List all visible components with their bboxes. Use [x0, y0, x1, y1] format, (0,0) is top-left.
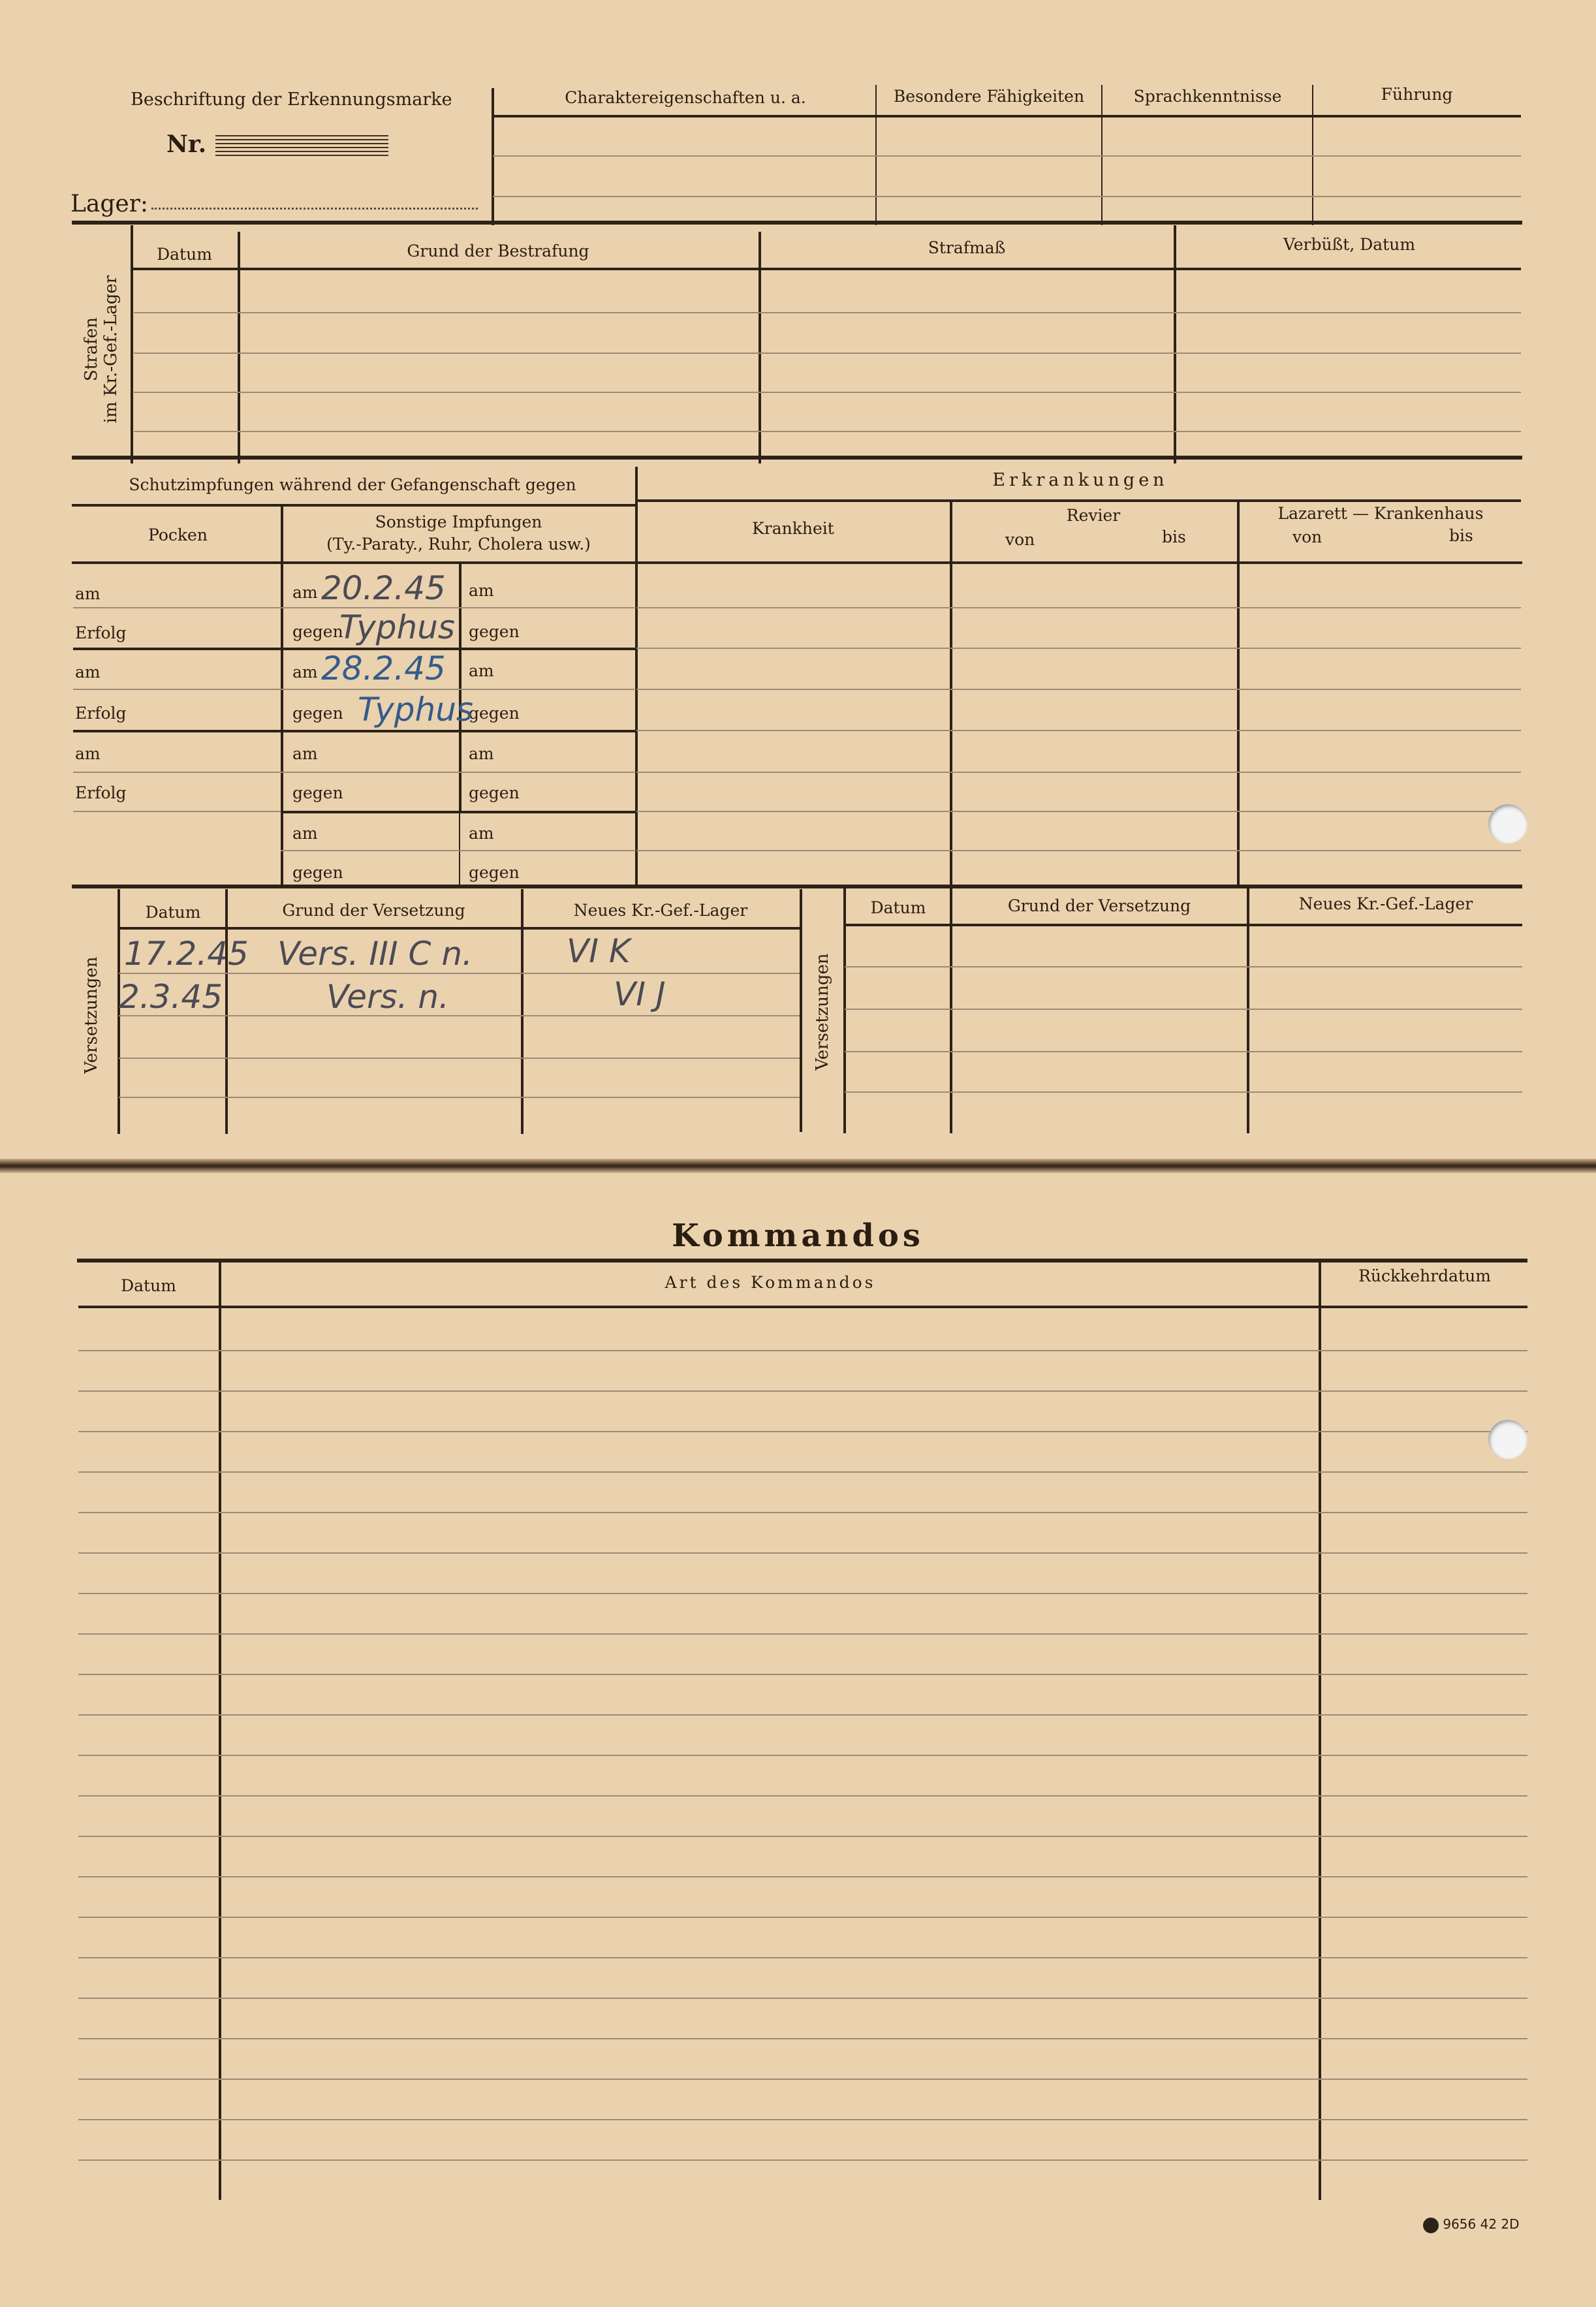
vers-header-lager-right: Neues Kr.-Gef.-Lager [1298, 894, 1473, 913]
sonstige-am-4: am [292, 824, 318, 843]
revier-von: von [1005, 530, 1035, 549]
lazarett-bis: bis [1449, 526, 1473, 545]
kommandos-header-art: Art des Kommandos [665, 1273, 876, 1292]
vers-header-lager-left: Neues Kr.-Gef.-Lager [573, 901, 748, 920]
erkrankungen-title: Erkrankungen [992, 470, 1168, 490]
lager-label: Lager: [70, 191, 149, 217]
vers-row-1-grund: Vers. III C n. [277, 935, 473, 973]
vers-header-datum-left: Datum [145, 903, 201, 922]
vers-row-1-lager: VI K [567, 932, 631, 970]
pocken-am-2: am [75, 663, 101, 682]
kommando-row-line [78, 1674, 1527, 1675]
kommando-row-line [78, 1431, 1527, 1432]
marke-label: Beschriftung der Erkennungsmarke [131, 89, 452, 110]
sonstige-am-3: am [292, 744, 318, 763]
kommando-row-line [78, 2159, 1527, 2161]
kommando-row-line [78, 2079, 1527, 2080]
hand-impf-type-2: Typhus [358, 691, 473, 729]
sonstige-am-2: am [292, 663, 318, 682]
kommando-row-line [78, 1512, 1527, 1513]
sonstige2-gegen-1: gegen [469, 622, 520, 641]
vers-row-2-grund: Vers. n. [326, 978, 450, 1016]
kommando-row-line [78, 1714, 1527, 1716]
kommando-row-line [78, 1957, 1527, 1958]
lazarett-label: Lazarett — Krankenhaus [1277, 504, 1484, 523]
header-fuehrung: Führung [1381, 85, 1453, 104]
vers-row-2-datum: 2.3.45 [119, 978, 223, 1016]
krankheit-label: Krankheit [752, 519, 834, 538]
kommando-row-line [78, 2119, 1527, 2120]
kommando-row-line [78, 2038, 1527, 2039]
pocken-erfolg-3: Erfolg [75, 783, 127, 802]
kommando-row-line [78, 1836, 1527, 1837]
revier-bis: bis [1162, 527, 1186, 546]
sonstige-gegen-1: gegen [292, 622, 343, 641]
pocken-am-3: am [75, 744, 101, 763]
nr-field[interactable] [215, 133, 388, 156]
strafen-side-label: Strafen im Kr.-Gef.-Lager [82, 275, 121, 424]
kommando-row-line [78, 1350, 1527, 1351]
strafen-header-datum: Datum [157, 245, 212, 264]
sonstige2-am-3: am [469, 744, 494, 763]
kommando-row-line [78, 1633, 1527, 1635]
kommandos-header-rueckkehr: Rückkehrdatum [1358, 1266, 1491, 1285]
vers-row-1-datum: 17.2.45 [124, 935, 249, 973]
vers-header-grund-left: Grund der Versetzung [282, 901, 465, 920]
impfungen-title: Schutzimpfungen während der Gefangenschaft gegen [129, 475, 576, 494]
hand-impf-date-2: 28.2.45 [321, 650, 446, 687]
sonstige-gegen-3: gegen [292, 783, 343, 802]
sonstige-gegen-2: gegen [292, 704, 343, 723]
kommando-row-line [78, 1593, 1527, 1594]
hand-impf-type-1: Typhus [339, 608, 455, 646]
kommando-row-line [78, 1998, 1527, 1999]
kommando-row-line [78, 1755, 1527, 1756]
kommando-row-line [78, 1552, 1527, 1554]
sonstige-label: Sonstige Impfungen (Ty.-Paraty., Ruhr, Cholera usw.) [326, 512, 591, 554]
header-sprachkenntnisse: Sprachkenntnisse [1133, 87, 1282, 106]
punch-hole-bottom [1488, 1420, 1527, 1459]
lazarett-von: von [1292, 527, 1322, 546]
sonstige2-gegen-2: gegen [469, 704, 520, 723]
nr-label: Nr. [166, 131, 207, 158]
lager-field[interactable] [151, 208, 478, 210]
vers-row-2-lager: VI J [614, 975, 666, 1013]
pocken-erfolg-2: Erfolg [75, 704, 127, 723]
kommando-row-line [78, 1876, 1527, 1877]
sonstige-am-1: am [292, 583, 318, 602]
punch-hole-top [1488, 804, 1527, 843]
kommando-row-line [78, 1917, 1527, 1918]
kommando-row-line [78, 1471, 1527, 1473]
kommando-row-line [78, 1795, 1527, 1797]
vers-header-datum-right: Datum [870, 898, 926, 917]
sonstige2-gegen-3: gegen [469, 783, 520, 802]
sonstige2-am-4: am [469, 824, 494, 843]
hand-impf-date-1: 20.2.45 [321, 569, 446, 607]
versetzungen-side-label-right: Versetzungen [813, 953, 832, 1071]
footer-code: 9656 42 2D [1423, 2216, 1520, 2233]
sonstige2-am-2: am [469, 661, 494, 680]
pocken-label: Pocken [148, 526, 208, 544]
sonstige2-gegen-4: gegen [469, 863, 520, 882]
strafen-header-verbuesst: Verbüßt, Datum [1283, 235, 1416, 254]
header-faehigkeiten: Besondere Fähigkeiten [893, 87, 1085, 106]
pocken-am-1: am [75, 584, 101, 603]
strafen-header-strafmass: Strafmaß [928, 238, 1006, 257]
vers-header-grund-right: Grund der Versetzung [1007, 896, 1191, 915]
kommandos-title: Kommandos [672, 1217, 924, 1254]
page-fold [0, 1159, 1596, 1173]
versetzungen-side-label-left: Versetzungen [82, 956, 101, 1074]
sonstige-gegen-4: gegen [292, 863, 343, 882]
pocken-erfolg-1: Erfolg [75, 623, 127, 642]
printer-seal-icon [1423, 2218, 1439, 2233]
kommando-row-line [78, 1390, 1527, 1392]
kommandos-header-datum: Datum [121, 1276, 176, 1295]
sonstige2-am-1: am [469, 581, 494, 600]
strafen-header-grund: Grund der Bestrafung [407, 242, 589, 260]
header-charakter: Charaktereigenschaften u. a. [565, 88, 806, 107]
revier-label: Revier [1066, 506, 1121, 525]
